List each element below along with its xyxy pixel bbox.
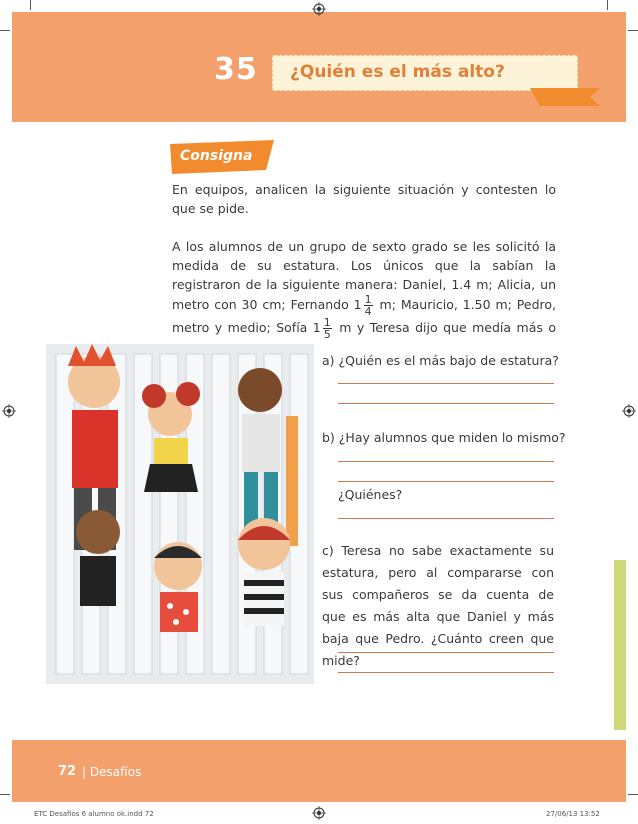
children-measuring-height-illustration xyxy=(46,344,314,684)
question-b: b) ¿Hay alumnos que miden lo mismo? xyxy=(322,430,566,445)
side-decoration-strip xyxy=(614,560,626,730)
question-b-who: ¿Quiénes? xyxy=(338,487,403,502)
intro-text: En equipos, analicen la siguiente situación y contesten lo que se pide. xyxy=(172,182,556,216)
lesson-number: 35 xyxy=(214,52,258,87)
page-title: ¿Quién es el más alto? xyxy=(290,62,505,82)
answer-line-b1[interactable] xyxy=(338,461,554,462)
registration-mark-icon xyxy=(622,404,636,418)
banner-ribbon-icon xyxy=(530,88,600,106)
crop-mark xyxy=(30,0,31,10)
fraction-numerator: 1 xyxy=(323,316,331,329)
answer-line-b2[interactable] xyxy=(338,481,554,482)
consigna-label: Consigna xyxy=(180,148,253,164)
fraction-one-quarter xyxy=(364,294,373,317)
question-c: c) Teresa no sabe exactamente su estatura, pero al compararse con sus compañeros se da cuenta de que es más alta que Daniel y más baja que Pedro. ¿Cuánto creen que mide? xyxy=(322,543,554,668)
question-a: a) ¿Quién es el más bajo de estatura? xyxy=(322,353,559,368)
crop-mark xyxy=(607,0,608,10)
fraction-one-fifth xyxy=(323,317,332,340)
answer-line-c1[interactable] xyxy=(338,652,554,653)
problem-part1: A los alumnos de un grupo de sexto grado se les solicitó la medida de su estatura. Los únicos que la sabían la registraron de la siguiente manera: Daniel, 1.4 m; Alicia, un metro con 30 cm; Fernando 1 xyxy=(172,239,556,312)
registration-mark-icon xyxy=(312,806,326,820)
answer-line-a2[interactable] xyxy=(338,403,554,404)
print-slug-file: ETC Desafios 6 alumno ok.indd 72 xyxy=(34,810,154,818)
answer-line-b3[interactable] xyxy=(338,518,554,519)
problem-text xyxy=(172,237,556,359)
footer-section: | Desafíos xyxy=(82,765,142,779)
crop-mark xyxy=(0,794,10,795)
fraction-numerator: 1 xyxy=(364,293,372,306)
fraction-denominator: 5 xyxy=(323,328,331,341)
registration-mark-icon xyxy=(2,404,16,418)
print-slug-date: 27/06/13 13:52 xyxy=(546,810,600,818)
crop-mark xyxy=(0,30,10,31)
fraction-denominator: 4 xyxy=(364,305,372,318)
crop-mark xyxy=(628,794,638,795)
problem-part3: m y Teresa dijo que medía más o xyxy=(339,320,556,335)
answer-line-c2[interactable] xyxy=(338,672,554,673)
crop-mark xyxy=(628,30,638,31)
page-number: 72 xyxy=(58,764,77,779)
answer-line-a1[interactable] xyxy=(338,383,554,384)
problem-part2: m; Mauricio, 1.50 m; Pedro, metro y medio; Sofía 1 xyxy=(172,297,556,335)
registration-mark-icon xyxy=(312,2,326,16)
